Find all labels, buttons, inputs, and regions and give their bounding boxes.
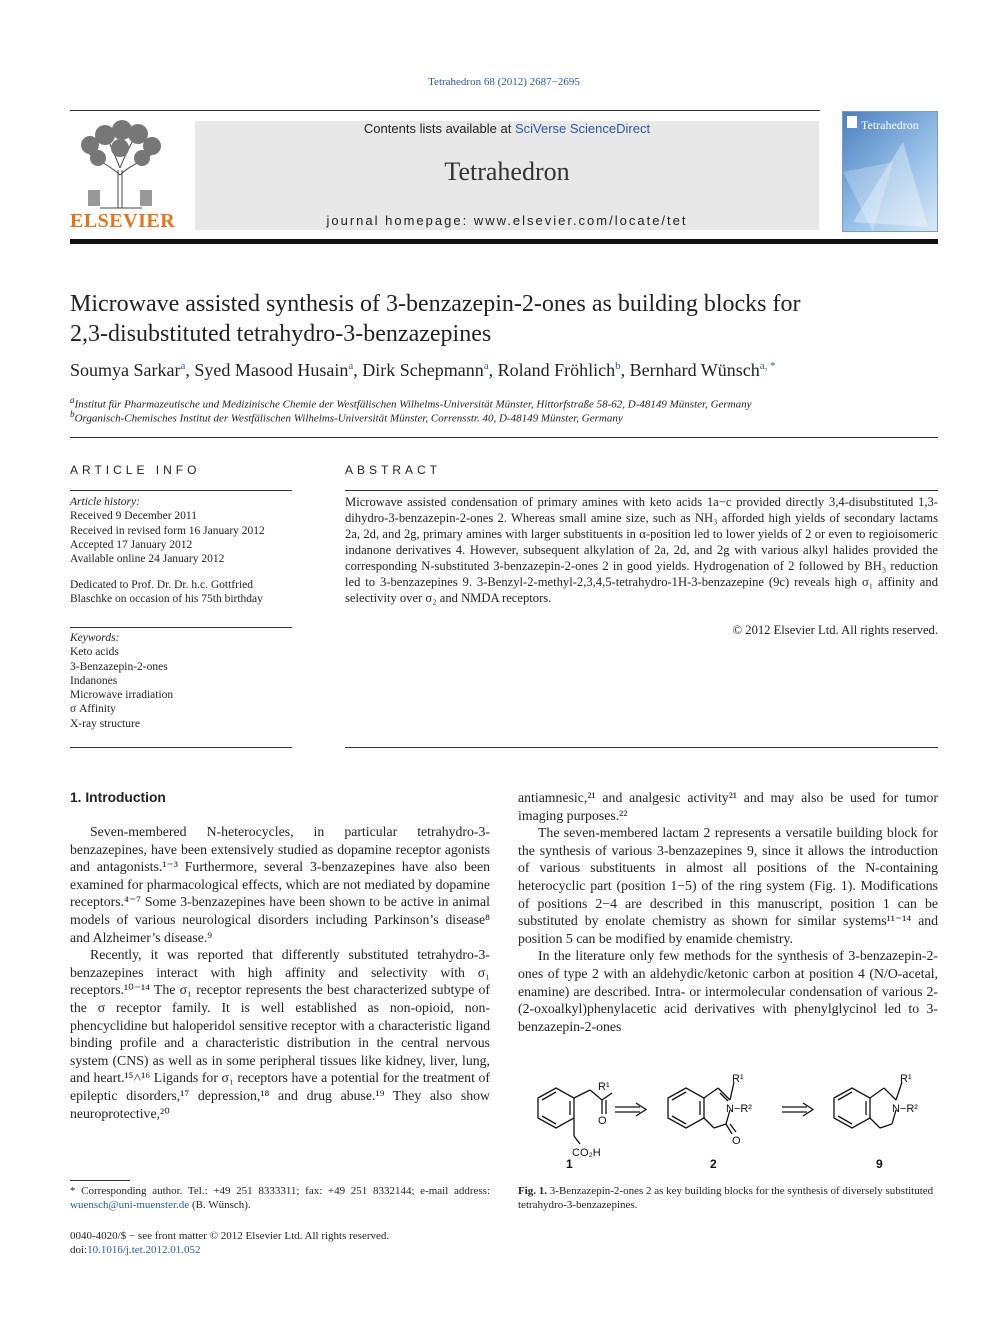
author-affil[interactable]: a <box>348 360 354 372</box>
history-item: Available online 24 January 2012 <box>70 553 225 566</box>
author-name: Bernhard Wünsch <box>629 360 760 380</box>
title-line-2: 2,3-disubstituted tetrahydro-3-benzazepines <box>70 321 492 347</box>
journal-cover-image <box>842 111 938 232</box>
author-name: Syed Masood Husain <box>194 360 349 380</box>
publisher-logo-text: ELSEVIER <box>70 210 176 232</box>
author-affil[interactable]: b <box>615 360 621 372</box>
dedication: Dedicated to Prof. Dr. Dr. h.c. Gottfried Blaschke on occasion of his 75th birthday <box>70 579 263 606</box>
homepage-link[interactable]: www.elsevier.com/locate/tet <box>473 213 688 228</box>
author-list: Soumya Sarkar$^a$, Syed Masood Husain$^a$, Dirk Schepmann$^a$, Roland Fröhlich$^b$, Bernhard Wünsch$^{a, *}$ <box>70 360 776 380</box>
abstract-copyright: © 2012 Elsevier Ltd. All rights reserved. <box>732 623 938 637</box>
contents-line <box>195 121 819 136</box>
compound-label: 2 <box>710 1157 717 1171</box>
caption-text: 3-Benzazepin-2-ones 2 as key building blocks for the synthesis of diversely substituted tetrahydro-3-benzazepines. <box>518 1185 934 1211</box>
affiliation-b <box>70 409 623 425</box>
author-affil[interactable]: a, * <box>759 360 776 372</box>
header-thick-rule <box>70 239 938 244</box>
contents-prefix: Contents lists available at <box>363 121 515 136</box>
keyword: Keto acids <box>70 646 119 659</box>
keyword: Indanones <box>70 674 118 687</box>
info-rule <box>70 490 292 491</box>
cover-logo-icon <box>847 116 857 128</box>
cover-graphic-icon <box>843 132 938 232</box>
author-name: Soumya Sarkar <box>70 360 181 380</box>
paragraph: In the literature only few methods for the synthesis of 3-benzazepin-2-ones of type 2 with an aldehydic/ketonic carbon at position 4 (N/O-acetal, enamine) are described. Intra- or intermolecular condensation of various 2-(2-oxoalkyl)phenylacetic acid derivatives with phenylglycinol led to 3-benzazepin-2-ones <box>518 948 938 1034</box>
paragraph: antiamnesic,²¹ and analgesic activity²¹ and may also be used for tumor imaging purposes.²² <box>518 790 938 823</box>
info-bottom-rule <box>70 747 292 748</box>
intro-left-column <box>70 823 490 1122</box>
affiliation-rule <box>70 437 938 438</box>
footnote-suffix: (B. Wünsch). <box>189 1199 251 1211</box>
history-item: Received 9 December 2011 <box>70 510 197 523</box>
affil-text: Institut für Pharmazeutische und Medizinische Chemie der Westfälischen Wilhelms-Universität Münster, Hittorfstraße 58-62, D-48149 Münster, Germany <box>74 398 752 411</box>
journal-name: Tetrahedron <box>444 157 570 186</box>
doi-link[interactable]: 10.1016/j.tet.2012.01.052 <box>87 1244 201 1256</box>
oxygen-label-2: O <box>732 1135 741 1147</box>
compound-label: 1 <box>566 1157 573 1171</box>
journal-homepage <box>195 213 819 228</box>
nr2-label-9: N−R² <box>892 1103 918 1115</box>
history-label: Article history: <box>70 496 140 508</box>
footnote-rule <box>70 1180 130 1181</box>
intro-right-column <box>518 789 938 1035</box>
history-item: Accepted 17 January 2012 <box>70 538 193 551</box>
keyword: Microwave irradiation <box>70 689 174 702</box>
author-name: Roland Fröhlich <box>497 360 616 380</box>
abstract-text: Microwave assisted condensation of primary amines with keto acids 1a−c provided directly 3,4-disubstituted 1,3-dihydro-3-benzazepin-2-ones 2. Whereas small amine size, such as NH₃ afforded high yields of secondary lactams 2a, 2d, and 2g, primary amines with larger substituents in α-position led to lower yields of 2 or even to regioisomeric indanone derivatives 4. However, subsequent alkylation of 2a, 2d, and 2g with various alkyl halides provided the corresponding N-substituted 3-benzazepin-2-ones 2 in good yields. Hydrogenation of 2 followed by BH₃ reduction led to 3-benzazepines 9. 3-Benzyl-2-methyl-2,3,4,5-tetrahydro-1H-3-benzazepine (9c) reveals high σ₁ affinity and selectivity over σ₂ and NMDA receptors. <box>345 495 938 605</box>
article-title <box>70 289 940 349</box>
doi-prefix: doi: <box>70 1244 88 1256</box>
article-info-heading: ARTICLE INFO <box>70 463 201 477</box>
affil-mark: b <box>70 409 75 419</box>
email-link[interactable]: wuensch@uni-muenster.de <box>70 1199 190 1211</box>
keywords-rule <box>70 627 292 628</box>
nr2-label-2: N−R² <box>726 1103 752 1115</box>
author-affil[interactable]: a <box>483 360 489 372</box>
r1-label-2: R¹ <box>732 1073 744 1085</box>
abstract-heading: ABSTRACT <box>345 463 442 477</box>
keyword: 3-Benzazepin-2-ones <box>70 660 168 673</box>
r1-label-9: R¹ <box>900 1073 912 1085</box>
author-affil[interactable]: a <box>180 360 186 372</box>
doi-line <box>70 1243 490 1257</box>
r1-label: R¹ <box>598 1081 610 1093</box>
benzene-ring-2 <box>668 1088 704 1128</box>
footnote-text: * Corresponding author. Tel.: +49 251 8333311; fax: +49 251 8332144; e-mail address: <box>70 1185 490 1197</box>
corresponding-author-footnote <box>70 1184 490 1212</box>
affil-text: Organisch-Chemisches Institut der Westfälischen Wilhelms-Universität Münster, Corrensstr. 40, D-48149 Münster, Germany <box>74 412 623 425</box>
abstract-bottom-rule <box>345 747 938 748</box>
keyword: σ Affinity <box>70 703 116 716</box>
issn-line: 0040-4020/$ − see front matter © 2012 Elsevier Ltd. All rights reserved. <box>70 1230 390 1242</box>
article-history <box>70 495 292 566</box>
paragraph: The seven-membered lactam 2 represents a versatile building block for the synthesis of various 3-benzazepines 9, since it allows the introduction of various substituents in almost all positions of the N-containing heterocyclic part (position 1−5) of the ring system (Fig. 1). Modifications of positions 2−4 are described in this manuscript, position 1 can be substituted by enolate chemistry as shown for similar systems¹¹⁻¹⁴ and position 5 can be modified by enamide chemistry. <box>518 825 938 946</box>
author-name: Dirk Schepmann <box>362 360 484 380</box>
homepage-prefix: journal homepage: <box>326 213 474 228</box>
compound-label: 9 <box>876 1157 883 1171</box>
oxygen-label: O <box>598 1115 607 1127</box>
keywords-label: Keywords: <box>70 632 120 644</box>
title-line-1: Microwave assisted synthesis of 3-benzazepin-2-ones as building blocks for <box>70 291 801 317</box>
caption-label: Fig. 1. <box>518 1185 548 1197</box>
abstract-rule <box>345 490 938 491</box>
sciencedirect-link[interactable]: SciVerse ScienceDirect <box>514 121 651 136</box>
history-item: Received in revised form 16 January 2012 <box>70 524 265 537</box>
benzene-ring-1 <box>538 1088 574 1128</box>
paragraph: Recently, it was reported that differently substituted tetrahydro-3-benzazepines interact with high affinity and selectivity with σ₁ receptors.¹⁰⁻¹⁴ The σ₁ receptor represents the best characterized subtype of the σ receptor family. It is well established as non-opioid, non-phencyclidine but haloperidol sensitive receptor with a characteristic ligand binding profile and a characteristic distribution in the central nervous system (CNS) as well as in some peripheral tissues like kidney, liver, lung, and heart.¹⁵˄¹⁶ Ligands for σ₁ receptors have a potential for the treatment of epileptic disorders,¹⁷ depression,¹⁸ and drug abuse.¹⁹ They also show neuroprotective,²⁰ <box>70 947 490 1121</box>
figure-1-scheme <box>518 1068 938 1178</box>
paragraph: Seven-membered N-heterocycles, in particular tetrahydro-3-benzazepines, have been extensively studied as dopamine receptor agonists and antagonists.¹⁻³ Furthermore, several 3-benzazepines have also been examined for pharmacological effects, which are not mediated by dopamine receptors.⁴⁻⁷ Some 3-benzazepines have been shown to be active in animal models of various neurological disorders including Parkinson’s disease⁸ and Alzheimer’s disease.⁹ <box>70 824 490 945</box>
co2h-label: CO₂H <box>572 1147 601 1159</box>
cover-title: Tetrahedron <box>861 118 919 132</box>
header-rule <box>70 110 820 111</box>
benzene-ring-9 <box>834 1088 870 1128</box>
keyword: X-ray structure <box>70 717 140 730</box>
journal-citation[interactable]: Tetrahedron 68 (2012) 2687−2695 <box>428 76 580 88</box>
keywords <box>70 631 292 731</box>
section-heading-introduction: 1. Introduction <box>70 790 166 805</box>
affil-mark: a <box>70 395 75 405</box>
figure-1-caption <box>518 1184 938 1212</box>
